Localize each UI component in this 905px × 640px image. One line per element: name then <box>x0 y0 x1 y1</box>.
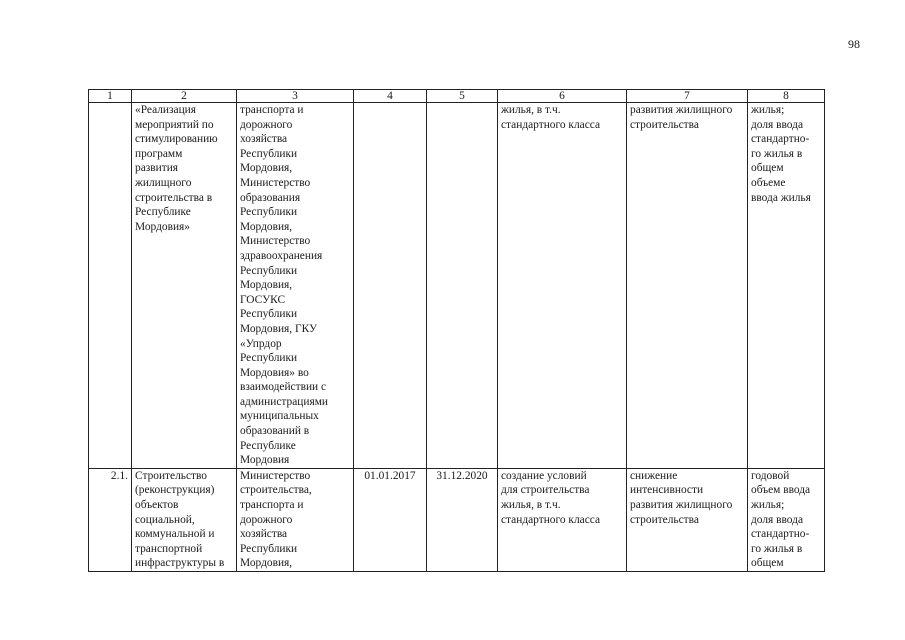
column-header-8: 8 <box>748 90 825 103</box>
activity-name-cell: «Реализация мероприятий по стимулированию программ развития жилищного строительства в Республике Мордовия» <box>132 103 237 469</box>
consequences-cell: снижение интенсивности развития жилищного строительства <box>627 468 748 571</box>
table-row <box>89 103 825 469</box>
column-header-5: 5 <box>427 90 498 103</box>
column-number-row <box>89 90 825 103</box>
start-date-cell <box>354 103 427 469</box>
column-header-7: 7 <box>627 90 748 103</box>
column-header-2: 2 <box>132 90 237 103</box>
row-number-cell <box>89 103 132 469</box>
program-table <box>88 89 825 572</box>
activity-name-cell: Строительство (реконструкция) объектов социальной, коммунальной и транспортной инфраструктуры в <box>132 468 237 571</box>
table-row <box>89 468 825 571</box>
consequences-cell: развития жилищного строительства <box>627 103 748 469</box>
end-date-cell: 31.12.2020 <box>427 468 498 571</box>
end-date-cell <box>427 103 498 469</box>
responsible-executor-cell: Министерство строительства, транспорта и дорожного хозяйства Республики Мордовия, <box>237 468 354 571</box>
expected-result-cell: создание условий для строительства жилья, в т.ч. стандартного класса <box>498 468 627 571</box>
column-header-6: 6 <box>498 90 627 103</box>
indicator-cell: годовой объем ввода жилья; доля ввода стандартно- го жилья в общем <box>748 468 825 571</box>
responsible-executor-cell: транспорта и дорожного хозяйства Республики Мордовия, Министерство образования Республики Мордовия, Министерство здравоохранения Республики Мордовия, ГОСУКС Республики Мордовия, ГКУ «Упрдор Республики Мордовия» во взаимодействии с администрациями муниципальных образований в Республике Мордовия <box>237 103 354 469</box>
column-header-4: 4 <box>354 90 427 103</box>
row-number-cell: 2.1. <box>89 468 132 571</box>
expected-result-cell: жилья, в т.ч. стандартного класса <box>498 103 627 469</box>
indicator-cell: жилья; доля ввода стандартно- го жилья в общем объеме ввода жилья <box>748 103 825 469</box>
start-date-cell: 01.01.2017 <box>354 468 427 571</box>
page-number: 98 <box>848 37 860 51</box>
column-header-3: 3 <box>237 90 354 103</box>
column-header-1: 1 <box>89 90 132 103</box>
